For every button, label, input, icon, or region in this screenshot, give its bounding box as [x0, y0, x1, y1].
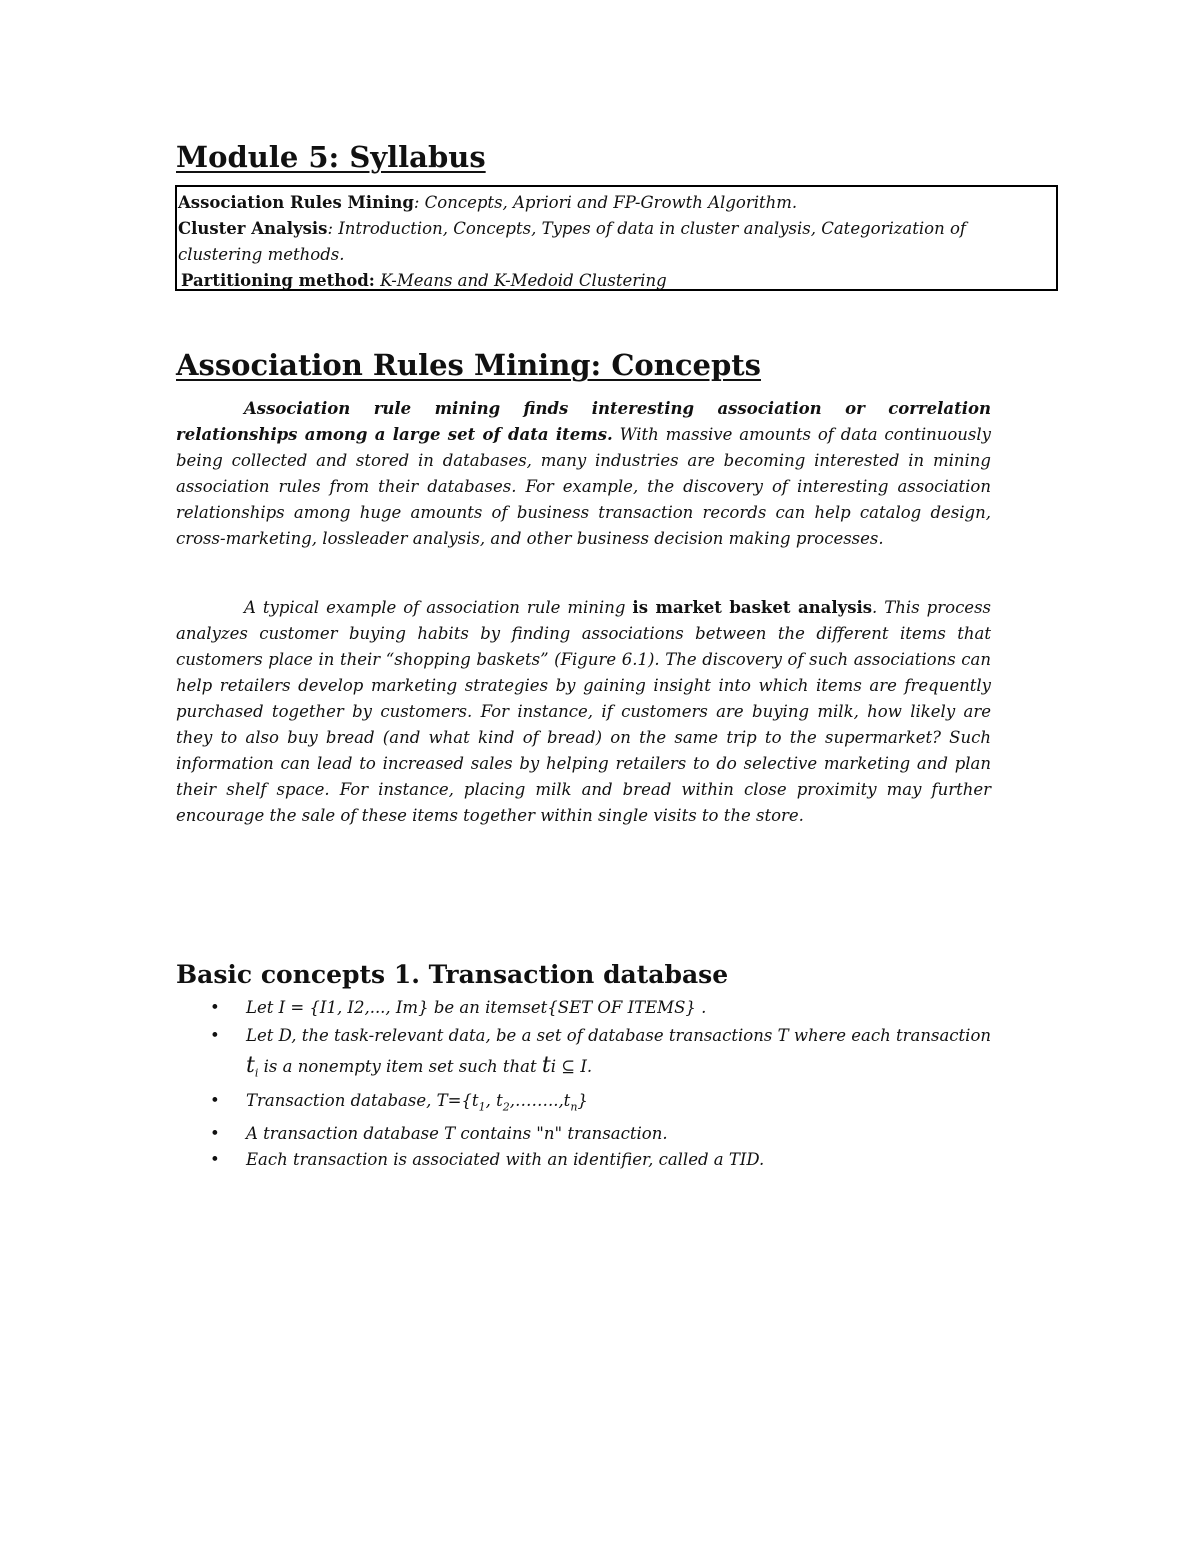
syllabus-topic-partitioning: Partitioning method: — [181, 271, 375, 290]
module-title: Module 5: Syllabus — [176, 140, 486, 174]
list-item-text: i ⊆ I. — [550, 1057, 593, 1076]
list-item — [176, 1088, 991, 1120]
syllabus-subtopics-cluster-cont: clustering methods. — [178, 245, 345, 264]
math-subscript: 1 — [478, 1100, 486, 1114]
paragraph-market-basket-lead: A typical example of association rule mining — [244, 598, 633, 617]
list-item-text: ,……..,t — [509, 1091, 571, 1111]
math-subscript: i — [254, 1066, 259, 1080]
math-symbol-t: t — [246, 1053, 255, 1078]
syllabus-box — [175, 185, 1058, 291]
list-item — [176, 1021, 991, 1088]
syllabus-row-association — [178, 190, 1053, 216]
math-subscript: n — [570, 1100, 578, 1114]
list-item-text: Let D, the task-relevant data, be a set of database transactions T where each transaction — [246, 1026, 991, 1045]
list-item-text: is a nonempty item set such that — [258, 1057, 542, 1076]
syllabus-row-cluster-cont — [178, 242, 1053, 268]
bullet-icon: • — [210, 1149, 220, 1169]
bullet-icon: • — [210, 1123, 220, 1143]
syllabus-topic-cluster: Cluster Analysis — [178, 219, 328, 238]
paragraph-market-basket-text: . This process analyzes customer buying habits by finding associations between the different items that customers place in their “shopping baskets” (Figure 6.1). The discovery of such associations can help retailers develop marketing strategies by gaining insight into which items are frequently purchased together by customers. For instance, if customers are buying milk, how likely are they to also buy bread (and what kind of bread) on the same trip to the supermarket? Such information can lead to increased sales by helping retailers to do selective marketing and plan their shelf space. For instance, placing milk and bread within close proximity may further encourage the sale of these items together within single visits to the store. — [176, 598, 992, 825]
paragraph-association-intro — [176, 396, 991, 552]
list-item-text: , t — [485, 1091, 503, 1111]
list-item — [176, 1121, 991, 1147]
paragraph-market-basket — [176, 595, 991, 829]
syllabus-row-cluster — [178, 216, 1053, 242]
syllabus-row-partitioning — [178, 268, 1053, 294]
section-title-association: Association Rules Mining: Concepts — [176, 348, 761, 382]
syllabus-subtopics-cluster: : Introduction, Concepts, Types of data in cluster analysis, Categorization of — [327, 219, 967, 238]
bullet-icon: • — [210, 1026, 220, 1045]
paragraph-association-intro-bold: Association rule mining finds interesting association or correlation relationships among a large set of data items. — [176, 399, 991, 444]
bullet-icon: • — [210, 998, 220, 1017]
math-subscript: 2 — [502, 1100, 510, 1114]
bullet-icon: • — [210, 1091, 220, 1111]
syllabus-subtopics-partitioning: K-Means and K-Medoid Clustering — [374, 271, 667, 290]
list-item-text: Transaction database, T={t — [246, 1091, 479, 1111]
list-item-text: Each transaction is associated with an identifier, called a TID. — [246, 1149, 765, 1169]
list-item-text: A transaction database T contains "n" transaction. — [246, 1123, 668, 1143]
list-item-text: Let I = {I1, I2,..., Im} be an itemset{SET OF ITEMS} . — [246, 998, 707, 1017]
paragraph-association-intro-text: With massive amounts of data continuously being collected and stored in databases, many industries are becoming interested in mining association rules from their databases. For example, the discovery of interesting association relationships among huge amounts of business transaction records can help catalog design, cross-marketing, lossleader analysis, and other business decision making processes. — [176, 425, 991, 548]
paragraph-market-basket-bold: is market basket analysis — [632, 598, 873, 617]
syllabus-topic-association: Association Rules Mining — [178, 193, 414, 212]
list-item — [176, 1147, 991, 1173]
bullet-list — [176, 995, 991, 1173]
list-item — [176, 995, 991, 1021]
syllabus-subtopics-association: : Concepts, Apriori and FP-Growth Algorithm. — [413, 193, 798, 212]
list-item-text: } — [577, 1091, 588, 1111]
section-title-basic-concepts: Basic concepts 1. Transaction database — [176, 960, 729, 989]
math-symbol-t: t — [541, 1053, 551, 1078]
